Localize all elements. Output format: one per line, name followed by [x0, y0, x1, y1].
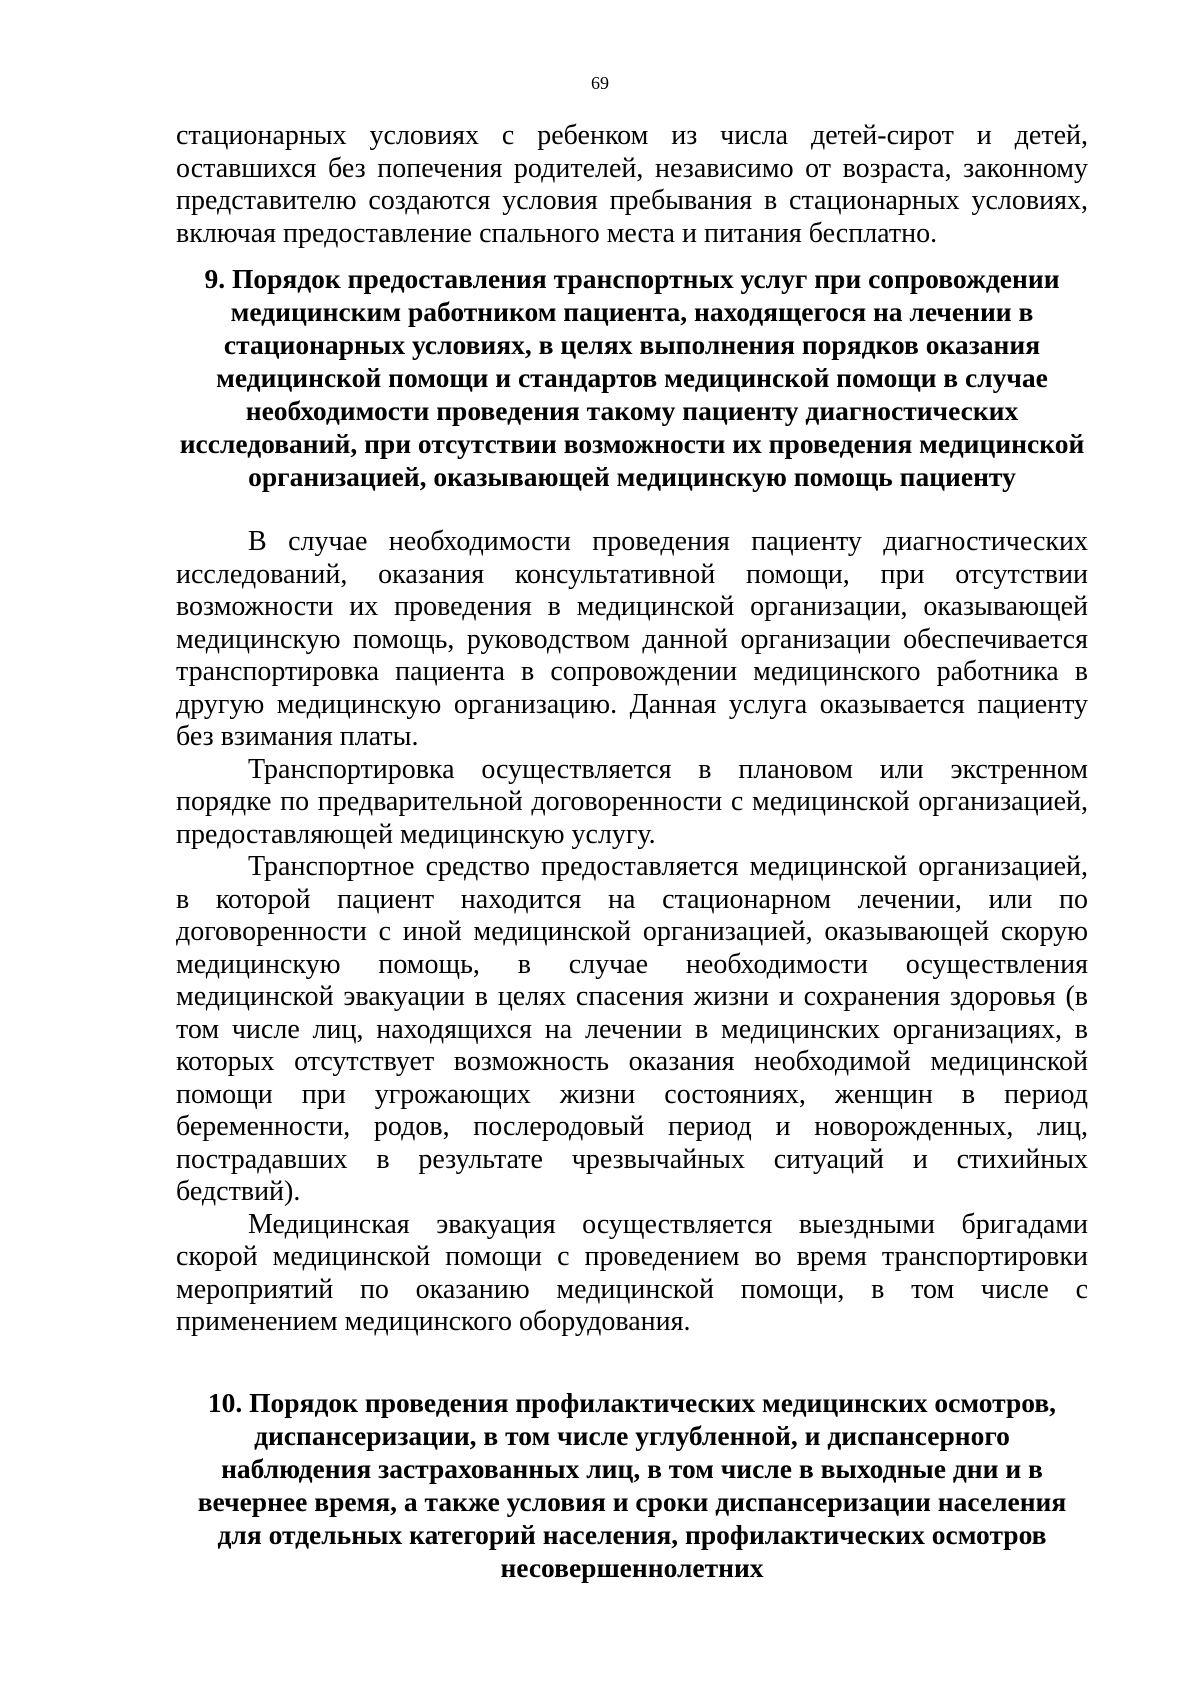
section-9-heading: 9. Порядок предоставления транспортных услуг при сопровождении медицинским работником пациента, находящегося на лечении в стационарных условиях, в целях выполнения порядков оказания медицинской помощи и стандартов медицинской помощи в случае необходимости проведения такому пациенту диагностических исследований, при отсутствии возможности их проведения медицинской организацией, оказывающей медицинскую помощь пациенту: [179, 263, 1085, 492]
section-9-paragraph-4: Медицинская эвакуация осуществляется выездными бригадами скорой медицинской помощи с проведением во время транспортировки мероприятий по оказанию медицинской помощи, в том числе с применением медицинского оборудования.: [176, 1208, 1088, 1337]
section-10-heading-block: [176, 1386, 1088, 1584]
section-9-heading-block: [176, 262, 1088, 493]
section-10-heading: 10. Порядок проведения профилактических медицинских осмотров, диспансеризации, в том числе углубленной, и диспансерного наблюдения застрахованных лиц, в том числе в выходные дни и в вечернее время, а также условия и сроки диспансеризации населения для отдельных категорий населения, профилактических осмотров несовершеннолетних: [197, 1387, 1067, 1583]
section-9-paragraph-2: Транспортировка осуществляется в плановом или экстренном порядке по предварительной договоренности с медицинской организацией, предоставляющей медицинскую услугу.: [176, 753, 1088, 850]
continuation-paragraph: стационарных условиях с ребенком из числа детей-сирот и детей, оставшихся без попечения родителей, независимо от возраста, законному представителю создаются условия пребывания в стационарных условиях, включая предоставление спального места и питания бесплатно.: [176, 120, 1088, 249]
section-9-paragraph-1: В случае необходимости проведения пациенту диагностических исследований, оказания консультативной помощи, при отсутствии возможности их проведения в медицинской организации, оказывающей медицинскую помощь, руководством данной организации обеспечивается транспортировка пациента в сопровождении медицинского работника в другую медицинскую организацию. Данная услуга оказывается пациенту без взимания платы.: [176, 526, 1088, 752]
continuation-paragraph-block: [176, 120, 1088, 250]
page-number: 69: [591, 73, 609, 93]
section-9-body: [176, 526, 1088, 1339]
section-9-paragraph-3: Транспортное средство предоставляется медицинской организацией, в которой пациент находится на стационарном лечении, или по договоренности с иной медицинской организацией, оказывающей скорую медицинскую помощь, в случае необходимости осуществления медицинской эвакуации в целях спасения жизни и сохранения здоровья (в том числе лиц, находящихся на лечении в медицинских организациях, в которых отсутствует возможность оказания необходимой медицинской помощи при угрожающих жизни состояниях, женщин в период беременности, родов, послеродовый период и новорожденных, лиц, пострадавших в результате чрезвычайных ситуаций и стихийных бедствий).: [176, 851, 1088, 1207]
